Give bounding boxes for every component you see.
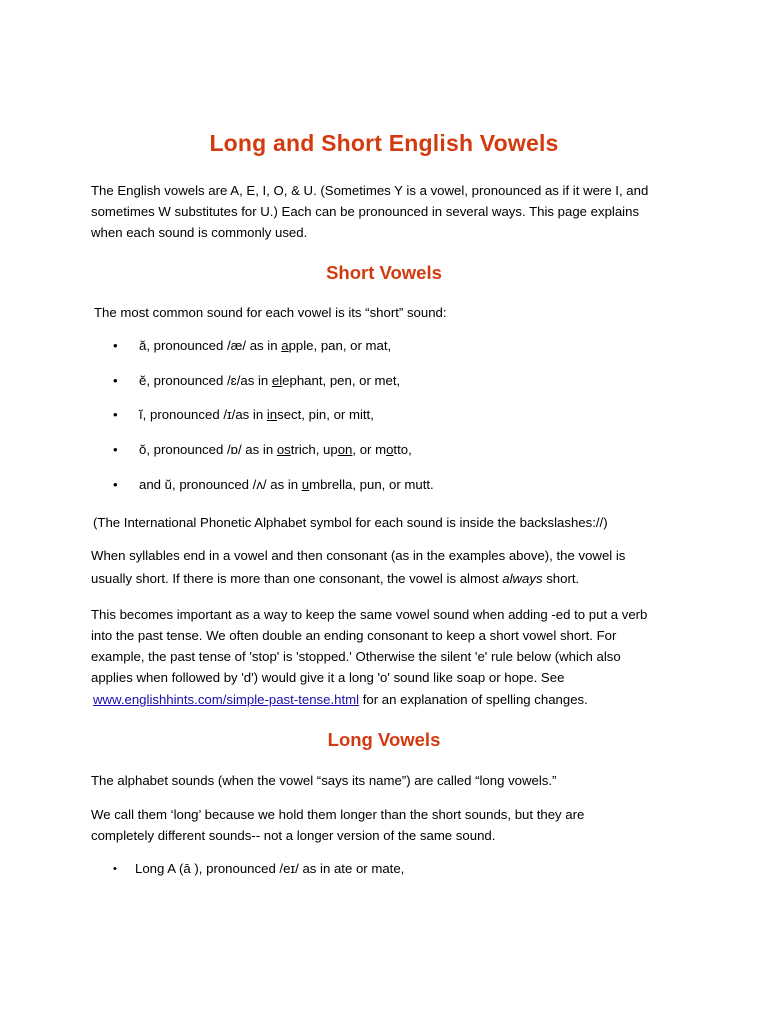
list-item-short-i: ĭ, pronounced /ɪ/as in insect, pin, or mitt, [139,407,374,422]
list-item-short-e: ĕ, pronounced /ɛ/as in elephant, pen, or met, [139,373,401,388]
intro-line-1: The English vowels are A, E, I, O, & U. (Sometimes Y is a vowel, pronounced as if it were I, and [91,183,649,198]
past-para-line-2: into the past tense. We often double an ending consonant to keep a short vowel short. For [91,628,617,643]
bullet-marker: • [113,477,118,492]
list-item-short-a: ă, pronounced /æ/ as in apple, pan, or mat, [139,338,392,353]
intro-line-2: sometimes W substitutes for U.) Each can be pronounced in several ways. This page explains [91,204,640,219]
past-para-line-3: example, the past tense of 'stop' is 'stopped.' Otherwise the silent 'e' rule below (which also [91,649,621,664]
page-title: Long and Short English Vowels [209,130,559,156]
long-para-2-line-2: completely different sounds-- not a longer version of the same sound. [91,828,496,843]
past-para-line-1: This becomes important as a way to keep the same vowel sound when adding -ed to put a verb [91,607,648,622]
intro-line-3: when each sound is commonly used. [91,225,308,240]
bullet-marker: • [113,407,118,422]
syllable-para-line-2: usually short. If there is more than one consonant, the vowel is almost always short. [91,571,580,586]
link-trailing-text: for an explanation of spelling changes. [359,692,588,707]
past-para-line-5 [93,689,588,710]
bullet-marker: • [113,442,118,457]
long-para-1: The alphabet sounds (when the vowel “says its name”) are called “long vowels.” [91,773,557,788]
bullet-marker: • [113,373,118,388]
list-item-short-u: and ŭ, pronounced /ʌ/ as in umbrella, pun, or mutt. [139,477,434,492]
long-vowels-heading: Long Vowels [327,729,441,750]
long-para-2-line-1: We call them ‘long’ because we hold them longer than the short sounds, but they are [91,807,585,822]
ipa-note: (The International Phonetic Alphabet symbol for each sound is inside the backslashes://) [93,515,608,530]
list-item-short-o: ŏ, pronounced /ɒ/ as in ostrich, upon, or motto, [139,442,412,457]
short-lead: The most common sound for each vowel is its “short” sound: [94,305,447,320]
list-item-long-a: Long A (ā ), pronounced /eɪ/ as in ate or mate, [135,861,405,876]
simple-past-tense-link[interactable]: www.englishhints.com/simple-past-tense.html [93,692,360,707]
bullet-marker: • [113,338,118,353]
past-para-line-4: applies when followed by 'd') would give it a long 'o' sound like soap or hope. See [91,670,565,685]
syllable-para-line-1: When syllables end in a vowel and then consonant (as in the examples above), the vowel is [91,548,626,563]
short-vowels-heading: Short Vowels [326,262,442,283]
bullet-marker: • [113,863,117,875]
